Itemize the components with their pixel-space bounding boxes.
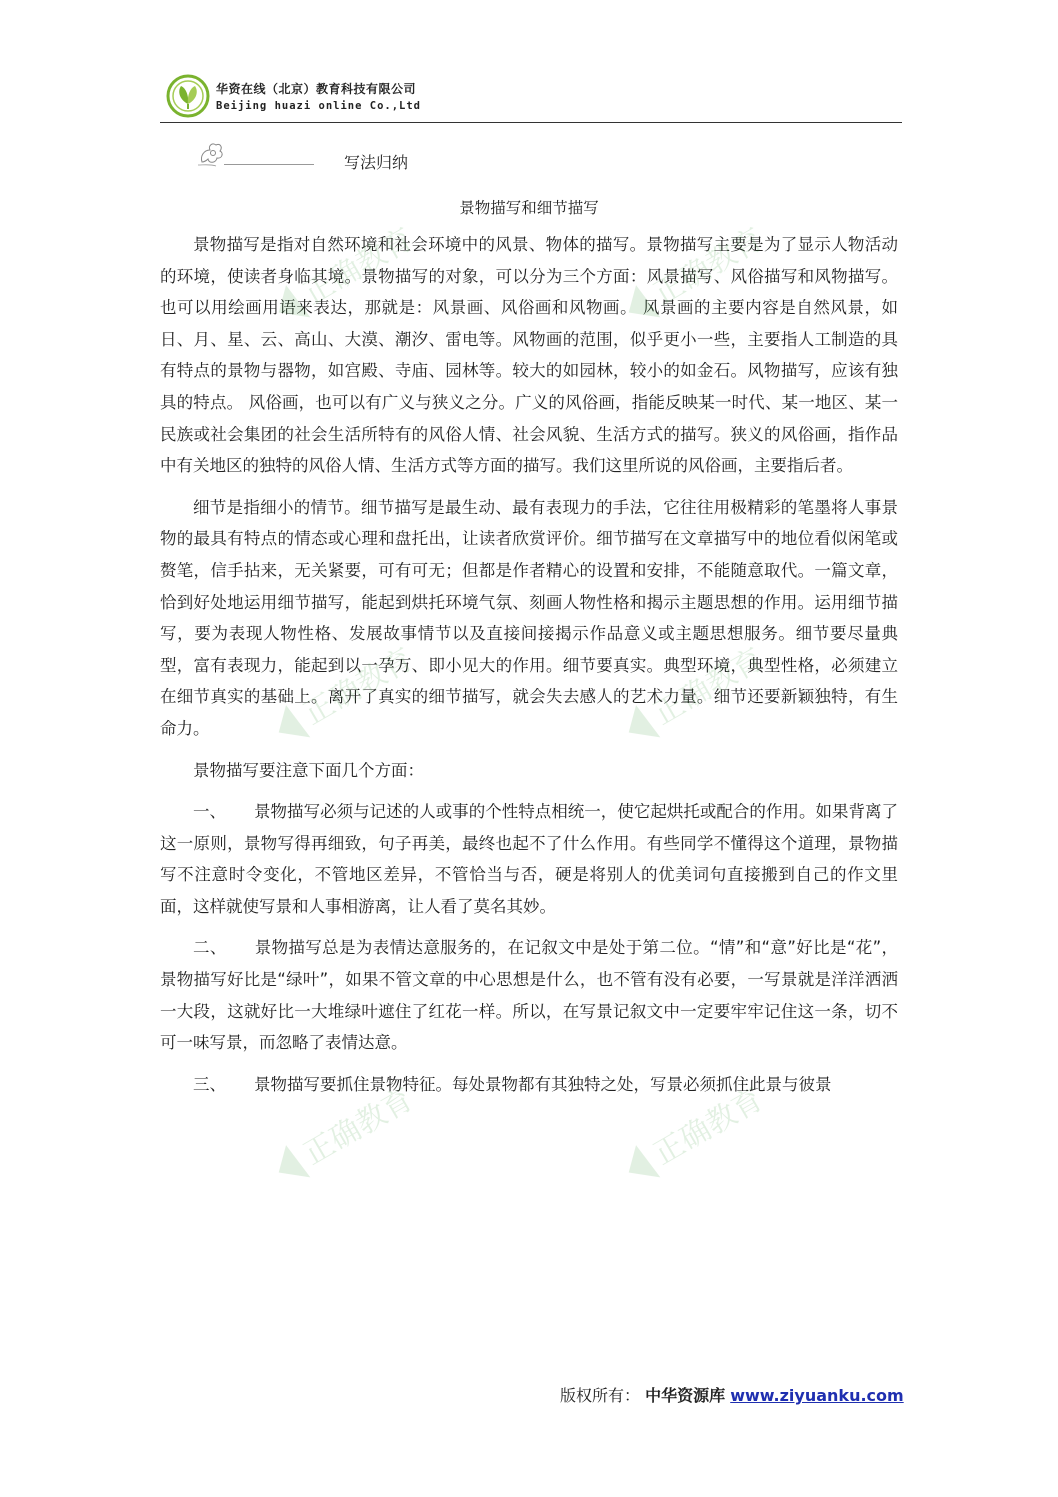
svg-text:正确教育: 正确教育	[297, 221, 420, 313]
list-item-label: 二、	[193, 938, 227, 958]
flower-ornament-icon	[196, 138, 226, 168]
list-item	[160, 932, 898, 1058]
list-item-text: 景物描写总是为表情达意服务的，在记叙文中是处于第二位。“情”和“意”好比是“花”，景物描写好比是“绿叶”，如果不管文章的中心思想是什么，也不管有没有必要，一写景就是洋洋洒洒一大段，这就好比一大堆绿叶遮住了红花一样。所以，在写景记叙文中一定要牢牢记住这一条，切不可一味写景，而忽略了表情达意。	[160, 938, 899, 1053]
watermark-logo	[600, 220, 770, 340]
paragraph: 细节是指细小的情节。细节描写是最生动、最有表现力的手法，它往往用极精彩的笔墨将人事景物的最具有特点的情态或心理和盘托出，让读者欣赏评价。细节描写在文章描写中的地位看似闲笔或赘笔，信手拈来，无关紧要，可有可无；但都是作者精心的设置和安排，不能随意取代。一篇文章，恰到好处地运用细节描写，能起到烘托环境气氛、刻画人物性格和揭示主题思想的作用。运用细节描写，要为表现人物性格、发展故事情节以及直接间接揭示作品意义或主题思想服务。细节要尽量典型，富有表现力，能起到以一孕万、即小见大的作用。细节要真实。典型环境，典型性格，必须建立在细节真实的基础上。离开了真实的细节描写，就会失去感人的艺术力量。细节还要新颖独特，有生命力。	[160, 497, 898, 738]
watermark-logo	[600, 640, 770, 760]
copyright-label: 版权所有：	[560, 1386, 641, 1405]
paragraph: 景物描写是指对自然环境和社会环境中的风景、物体的描写。景物描写主要是为了显示人物活动的环境，使读者身临其境。景物描写的对象，可以分为三个方面：风景描写、风俗描写和风物描写。也可以用绘画用语来表达，那就是：风景画、风俗画和风物画。 风景画的主要内容是自然风景，如日、月、星、云、高山、大漠、潮汐、雷电等。风物画的范围，似乎更小一些，主要指人工制造的具有特点的景物与器物，如宫殿、寺庙、园林等。较大的如园林，较小的如金石。风物描写，应该有独具的特点。 风俗画，也可以有广义与狭义之分。广义的风俗画，指能反映某一时代、某一地区、某一民族或社会集团的社会生活所特有的风俗人情、社会风貌、生活方式的描写。狭义的风俗画，指作品中有关地区的独特的风俗人情、生活方式等方面的描写。我们这里所说的风俗画，主要指后者。	[160, 235, 898, 476]
watermark-logo	[250, 220, 420, 340]
watermark-logo	[250, 1080, 420, 1200]
site-url-link[interactable]: www.ziyuanku.com	[730, 1386, 904, 1405]
company-name-cn: 华资在线（北京）教育科技有限公司	[216, 82, 417, 96]
list-item-label: 三、	[193, 1074, 226, 1094]
section-heading	[196, 138, 496, 172]
list-item-text: 景物描写要抓住景物特征。每处景物都有其独特之处，写景必须抓住此景与彼景	[254, 1074, 832, 1094]
paragraph: 景物描写要注意下面几个方面：	[193, 760, 424, 780]
watermark-logo	[250, 640, 420, 760]
list-item-label: 一、	[193, 802, 227, 822]
svg-text:正确教育: 正确教育	[647, 641, 770, 733]
svg-text:正确教育: 正确教育	[647, 221, 770, 313]
header-divider	[160, 122, 902, 123]
ornament-line	[224, 164, 314, 165]
leaf-ring-logo-icon	[166, 74, 210, 118]
svg-text:正确教育: 正确教育	[297, 641, 420, 733]
section-title: 写法归纳	[344, 153, 409, 172]
page-footer	[560, 1383, 904, 1406]
page-header	[160, 70, 902, 126]
list-item	[160, 796, 898, 922]
list-item-text: 景物描写必须与记述的人或事的个性特点相统一，使它起烘托或配合的作用。如果背离了这一原则，景物写得再细致，句子再美，最终也起不了什么作用。有些同学不懂得这个道理，景物描写不注意时令变化，不管地区差异，不管恰当与否，硬是将别人的优美词句直接搬到自己的作文里面，这样就使写景和人事相游离，让人看了莫名其妙。	[160, 802, 899, 916]
document-title: 景物描写和细节描写	[459, 199, 599, 217]
svg-text:正确教育: 正确教育	[647, 1081, 770, 1173]
company-name-en: Beijing huazi online Co.,Ltd	[216, 100, 422, 112]
svg-text:正确教育: 正确教育	[297, 1081, 420, 1173]
site-name: 中华资源库	[645, 1386, 726, 1405]
watermark-logo	[600, 1080, 770, 1200]
